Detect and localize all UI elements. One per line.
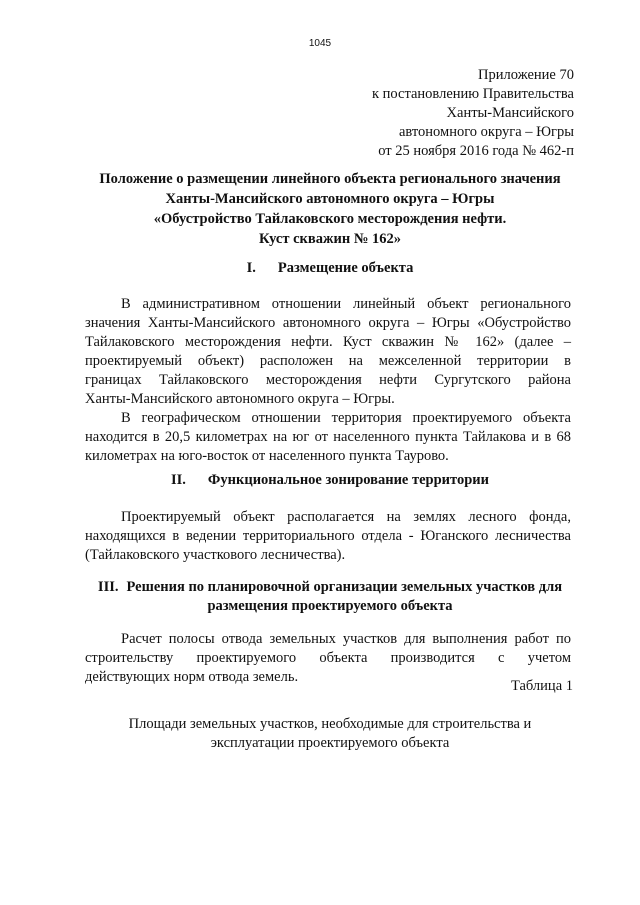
appendix-block xyxy=(372,66,574,161)
section-number: I. xyxy=(246,260,256,276)
paragraph-line: строительству проектируемого объекта производится с учетом xyxy=(85,650,571,666)
appendix-line: Приложение 70 xyxy=(478,67,574,83)
paragraph-line: проектируемый объект) расположен на межселенной территории в xyxy=(85,353,571,369)
paragraph-line: Проектируемый объект располагается на землях лесного фонда, xyxy=(121,509,571,525)
title-line: «Обустройство Тайлаковского месторождения нефти. xyxy=(153,211,507,227)
paragraph-line: находится в 20,5 километрах на юг от населенного пункта Тайлакова и в 68 xyxy=(85,429,571,445)
section-heading-2 xyxy=(80,471,580,490)
paragraph-line: Расчет полосы отвода земельных участков для выполнения работ по xyxy=(121,631,571,647)
page-number: 1045 xyxy=(308,38,332,49)
section-title: Решения по планировочной организации земельных участков для xyxy=(126,579,563,595)
caption-line: Площади земельных участков, необходимые для строительства и xyxy=(128,716,532,732)
appendix-line: Ханты-Мансийского xyxy=(446,105,574,121)
paragraph-geography xyxy=(85,409,571,466)
section-title: Функциональное зонирование территории xyxy=(207,472,489,488)
section-title: Размещение объекта xyxy=(277,260,414,276)
appendix-line: к постановлению Правительства xyxy=(372,86,574,102)
paragraph-line: Ханты-Мансийского автономного округа – Югры. xyxy=(85,391,395,407)
title-line: Куст скважин № 162» xyxy=(258,231,402,247)
paragraph-line: километрах на юго-восток от населенного пункта Таурово. xyxy=(85,448,449,464)
section-heading-1 xyxy=(80,259,580,278)
paragraph-line: действующих норм отвода земель. xyxy=(85,669,299,685)
paragraph-line: Тайлаковского месторождения нефти. Куст скважин № 162» (далее – xyxy=(85,334,571,350)
appendix-line: автономного округа – Югры xyxy=(398,124,574,140)
paragraph-placement xyxy=(85,295,571,409)
caption-line: эксплуатации проектируемого объекта xyxy=(210,735,450,751)
document-title xyxy=(80,169,580,249)
paragraph-line: значения Ханты-Мансийского автономного округа – Югры «Обустройство xyxy=(85,315,571,331)
paragraph-zoning xyxy=(85,508,571,565)
table-label: Таблица 1 xyxy=(510,678,573,694)
section-title: размещения проектируемого объекта xyxy=(207,598,453,614)
section-number: III. xyxy=(97,579,119,595)
table-caption xyxy=(80,715,580,753)
section-heading-3 xyxy=(80,578,580,616)
paragraph-line: В административном отношении линейный объект регионального xyxy=(121,296,571,312)
section-number: II. xyxy=(171,472,186,488)
paragraph-line: В географическом отношении территория проектируемого объекта xyxy=(121,410,571,426)
paragraph-planning xyxy=(85,630,571,687)
paragraph-line: (Тайлаковского участкового лесничества). xyxy=(85,547,346,563)
paragraph-line: границах Тайлаковского месторождения нефти Сургутского района xyxy=(85,372,571,388)
title-line: Положение о размещении линейного объекта регионального значения xyxy=(99,171,561,187)
title-line: Ханты-Мансийского автономного округа – Югры xyxy=(165,191,495,207)
appendix-line: от 25 ноября 2016 года № 462-п xyxy=(378,143,574,159)
paragraph-line: находящихся в ведении территориального отдела - Юганского лесничества xyxy=(85,528,571,544)
